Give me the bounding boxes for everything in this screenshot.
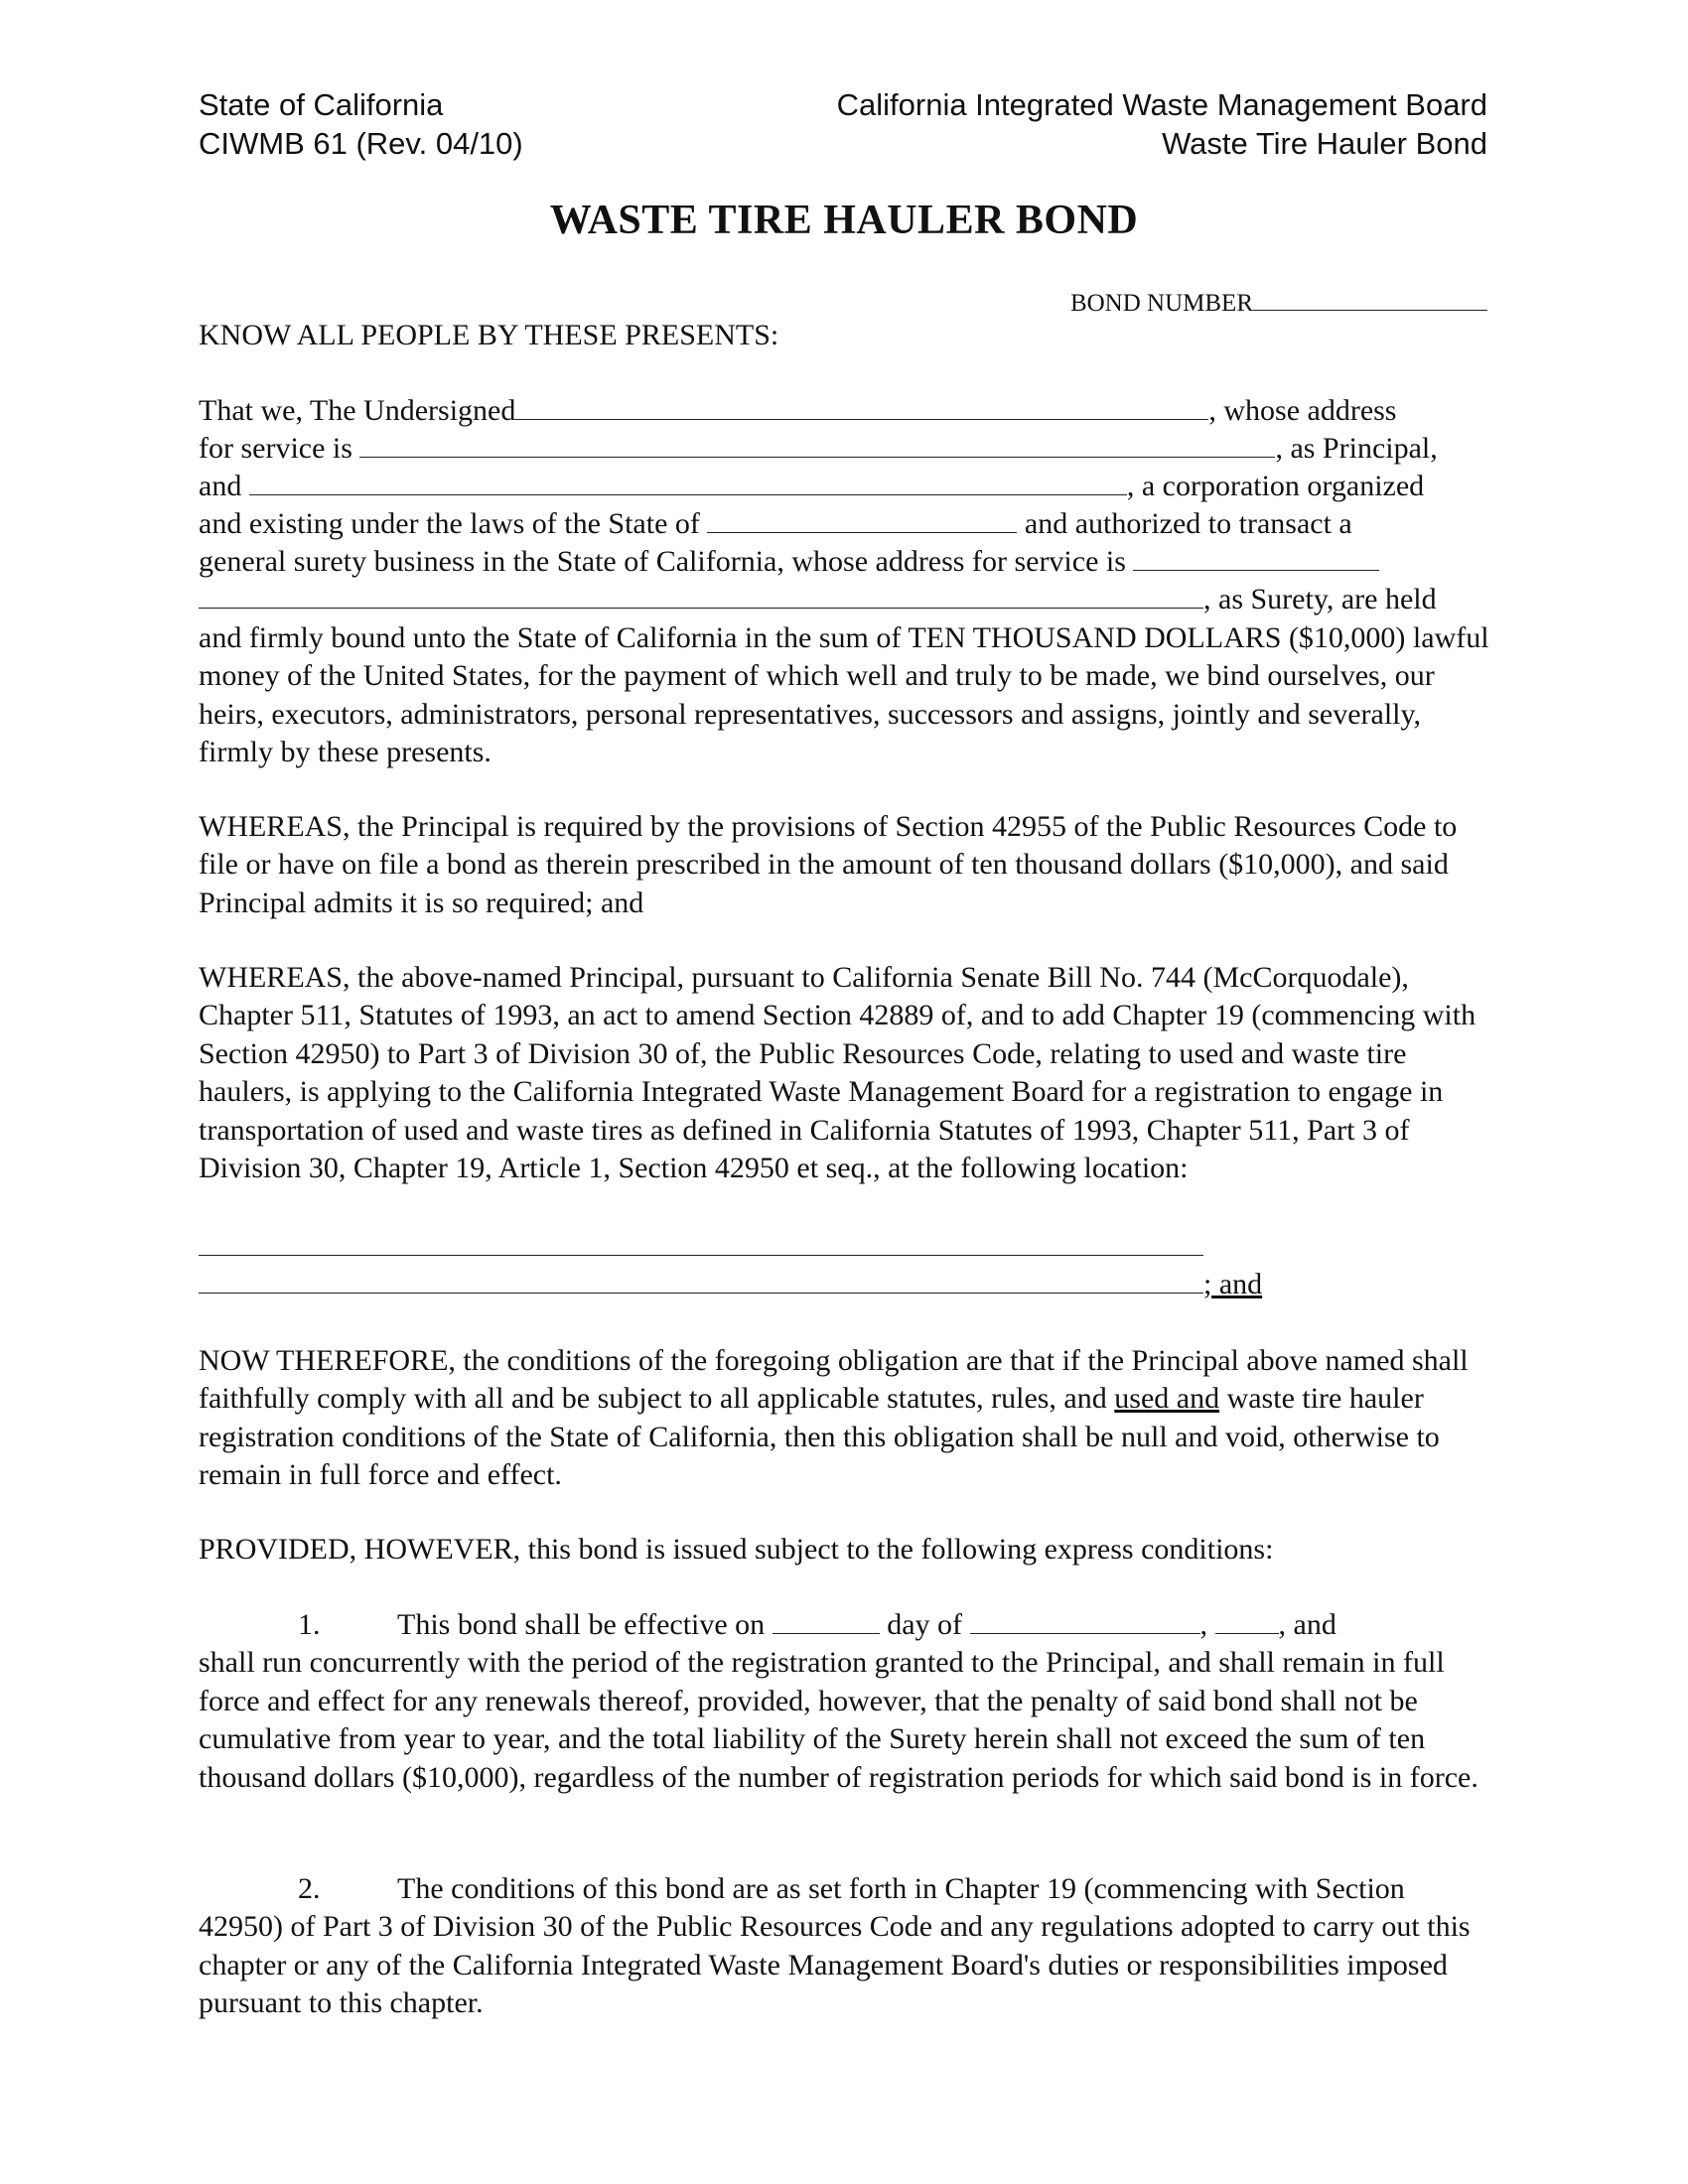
condition-item-1 [199,1606,1489,1797]
condition-1-first-line [199,1606,1489,1644]
location-line-2 [199,1267,1262,1302]
surety-name-line [199,469,1487,504]
state-line [199,506,1487,542]
now-therefore-paragraph [199,1342,1489,1495]
location-field-2[interactable] [199,1269,1203,1294]
surety-address-field-2[interactable] [199,584,1203,609]
bound-paragraph: and firmly bound unto the State of California in the sum of TEN THOUSAND DOLLARS ($10,000) lawful money of the United States, for the payment of which well and truly to be made, we bind ourselves, our heirs, executors, administrators, personal representatives, successors and assigns, jointly and severally, firmly by these presents. [199,621,1489,769]
and-suffix-label: , and [1278,1608,1336,1641]
principal-address-line [199,431,1487,467]
as-principal-label: , as Principal, [1275,432,1438,465]
principal-name-field[interactable] [515,395,1208,420]
know-all-heading: KNOW ALL PEOPLE BY THESE PRESENTS: [199,319,779,351]
header-right [837,85,1487,163]
service-label: for service is [199,432,352,465]
whose-address-label: , whose address [1208,394,1397,427]
surety-address-line [199,544,1487,580]
now-therefore-text-b: waste tire hauler registration conditions of the State of California, then this obligation shall be null and void, otherwise to remain in full force and effect. [199,1382,1440,1492]
form-name: Waste Tire Hauler Bond [1162,126,1487,161]
day-of-label: day of [887,1608,962,1641]
condition-item-2 [199,1870,1489,2023]
location-and-label: ; and [1203,1268,1263,1300]
state-of-label: and existing under the laws of the State of [199,507,700,540]
condition-2-text: The conditions of this bond are as set forth in Chapter 19 (commencing with Section 42950) of Part 3 of Division 30 of the Public Resources Code and any regulations adopted to carry out this chapter or any of the California Integrated Waste Management Board's duties or responsibilities imposed pursuant to this chapter. [199,1872,1471,2020]
corporation-label: , a corporation organized [1126,470,1425,502]
surety-state-field[interactable] [707,508,1017,533]
surety-address-label: general surety business in the State of California, whose address for service is [199,545,1126,578]
location-field-1[interactable] [199,1231,1203,1256]
and-label: and [199,470,242,502]
surety-address-line-2 [199,582,1487,617]
bond-number-row [1070,286,1487,318]
authorized-label: and authorized to transact a [1024,507,1352,540]
surety-name-field[interactable] [249,471,1127,495]
undersigned-line [199,393,1487,429]
form-number: CIWMB 61 (Rev. 04/10) [199,126,523,161]
as-surety-label: , as Surety, are held [1203,583,1437,615]
comma-label: , [1199,1608,1207,1641]
page-title: WASTE TIRE HAULER BOND [549,198,1139,243]
surety-address-field-1[interactable] [1133,546,1379,571]
provided-paragraph: PROVIDED, HOWEVER, this bond is issued subject to the following express conditions: [199,1533,1274,1566]
effective-month-field[interactable] [970,1609,1200,1634]
location-line-1 [199,1229,1203,1265]
effective-year-field[interactable] [1215,1609,1279,1634]
now-therefore-underlined: used and [1114,1382,1220,1416]
condition-2-number: 2. [298,1872,321,1905]
state-label: State of California [199,87,444,122]
undersigned-label: That we, The Undersigned [199,394,516,427]
bond-number-field[interactable] [1253,286,1487,311]
condition-1-text: shall run concurrently with the period of the registration granted to the Principal, and shall remain in full force and effect for any renewals thereof, provided, however, that the penalty of said bond shall not be cumulative from year to year, and the total liability of the Surety herein shall not exceed the sum of ten thousand dollars ($10,000), regardless of the number of registration periods for which said bond is in force. [199,1646,1478,1794]
whereas-paragraph-2: WHEREAS, the above-named Principal, pursuant to California Senate Bill No. 744 (McCorquodale), Chapter 511, Statutes of 1993, an act to amend Section 42889 of, and to add Chapter 19 (commencing with Section 42950) to Part 3 of Division 30 of, the Public Resources Code, relating to used and waste tire haulers, is applying to the California Integrated Waste Management Board for a registration to engage in transportation of used and waste tires as defined in California Statutes of 1993, Chapter 511, Part 3 of Division 30, Chapter 19, Article 1, Section 42950 et seq., at the following location: [199,961,1477,1185]
now-therefore-text-a: NOW THEREFORE, the conditions of the foregoing obligation are that if the Principal above named shall faithfully comply with all and be subject to all applicable statutes, rules, and [199,1344,1469,1416]
principal-address-field[interactable] [359,433,1275,458]
whereas-paragraph-1: WHEREAS, the Principal is required by the provisions of Section 42955 of the Public Resources Code to file or have on file a bond as therein prescribed in the amount of ten thousand dollars ($10,000), and said Principal admits it is so required; and [199,810,1458,919]
header-left [199,85,523,163]
effective-label: This bond shall be effective on [397,1608,766,1641]
bond-number-label: BOND NUMBER [1069,290,1253,317]
effective-day-field[interactable] [773,1609,880,1634]
condition-1-number: 1. [298,1608,321,1641]
agency-name: California Integrated Waste Management Board [836,87,1487,122]
